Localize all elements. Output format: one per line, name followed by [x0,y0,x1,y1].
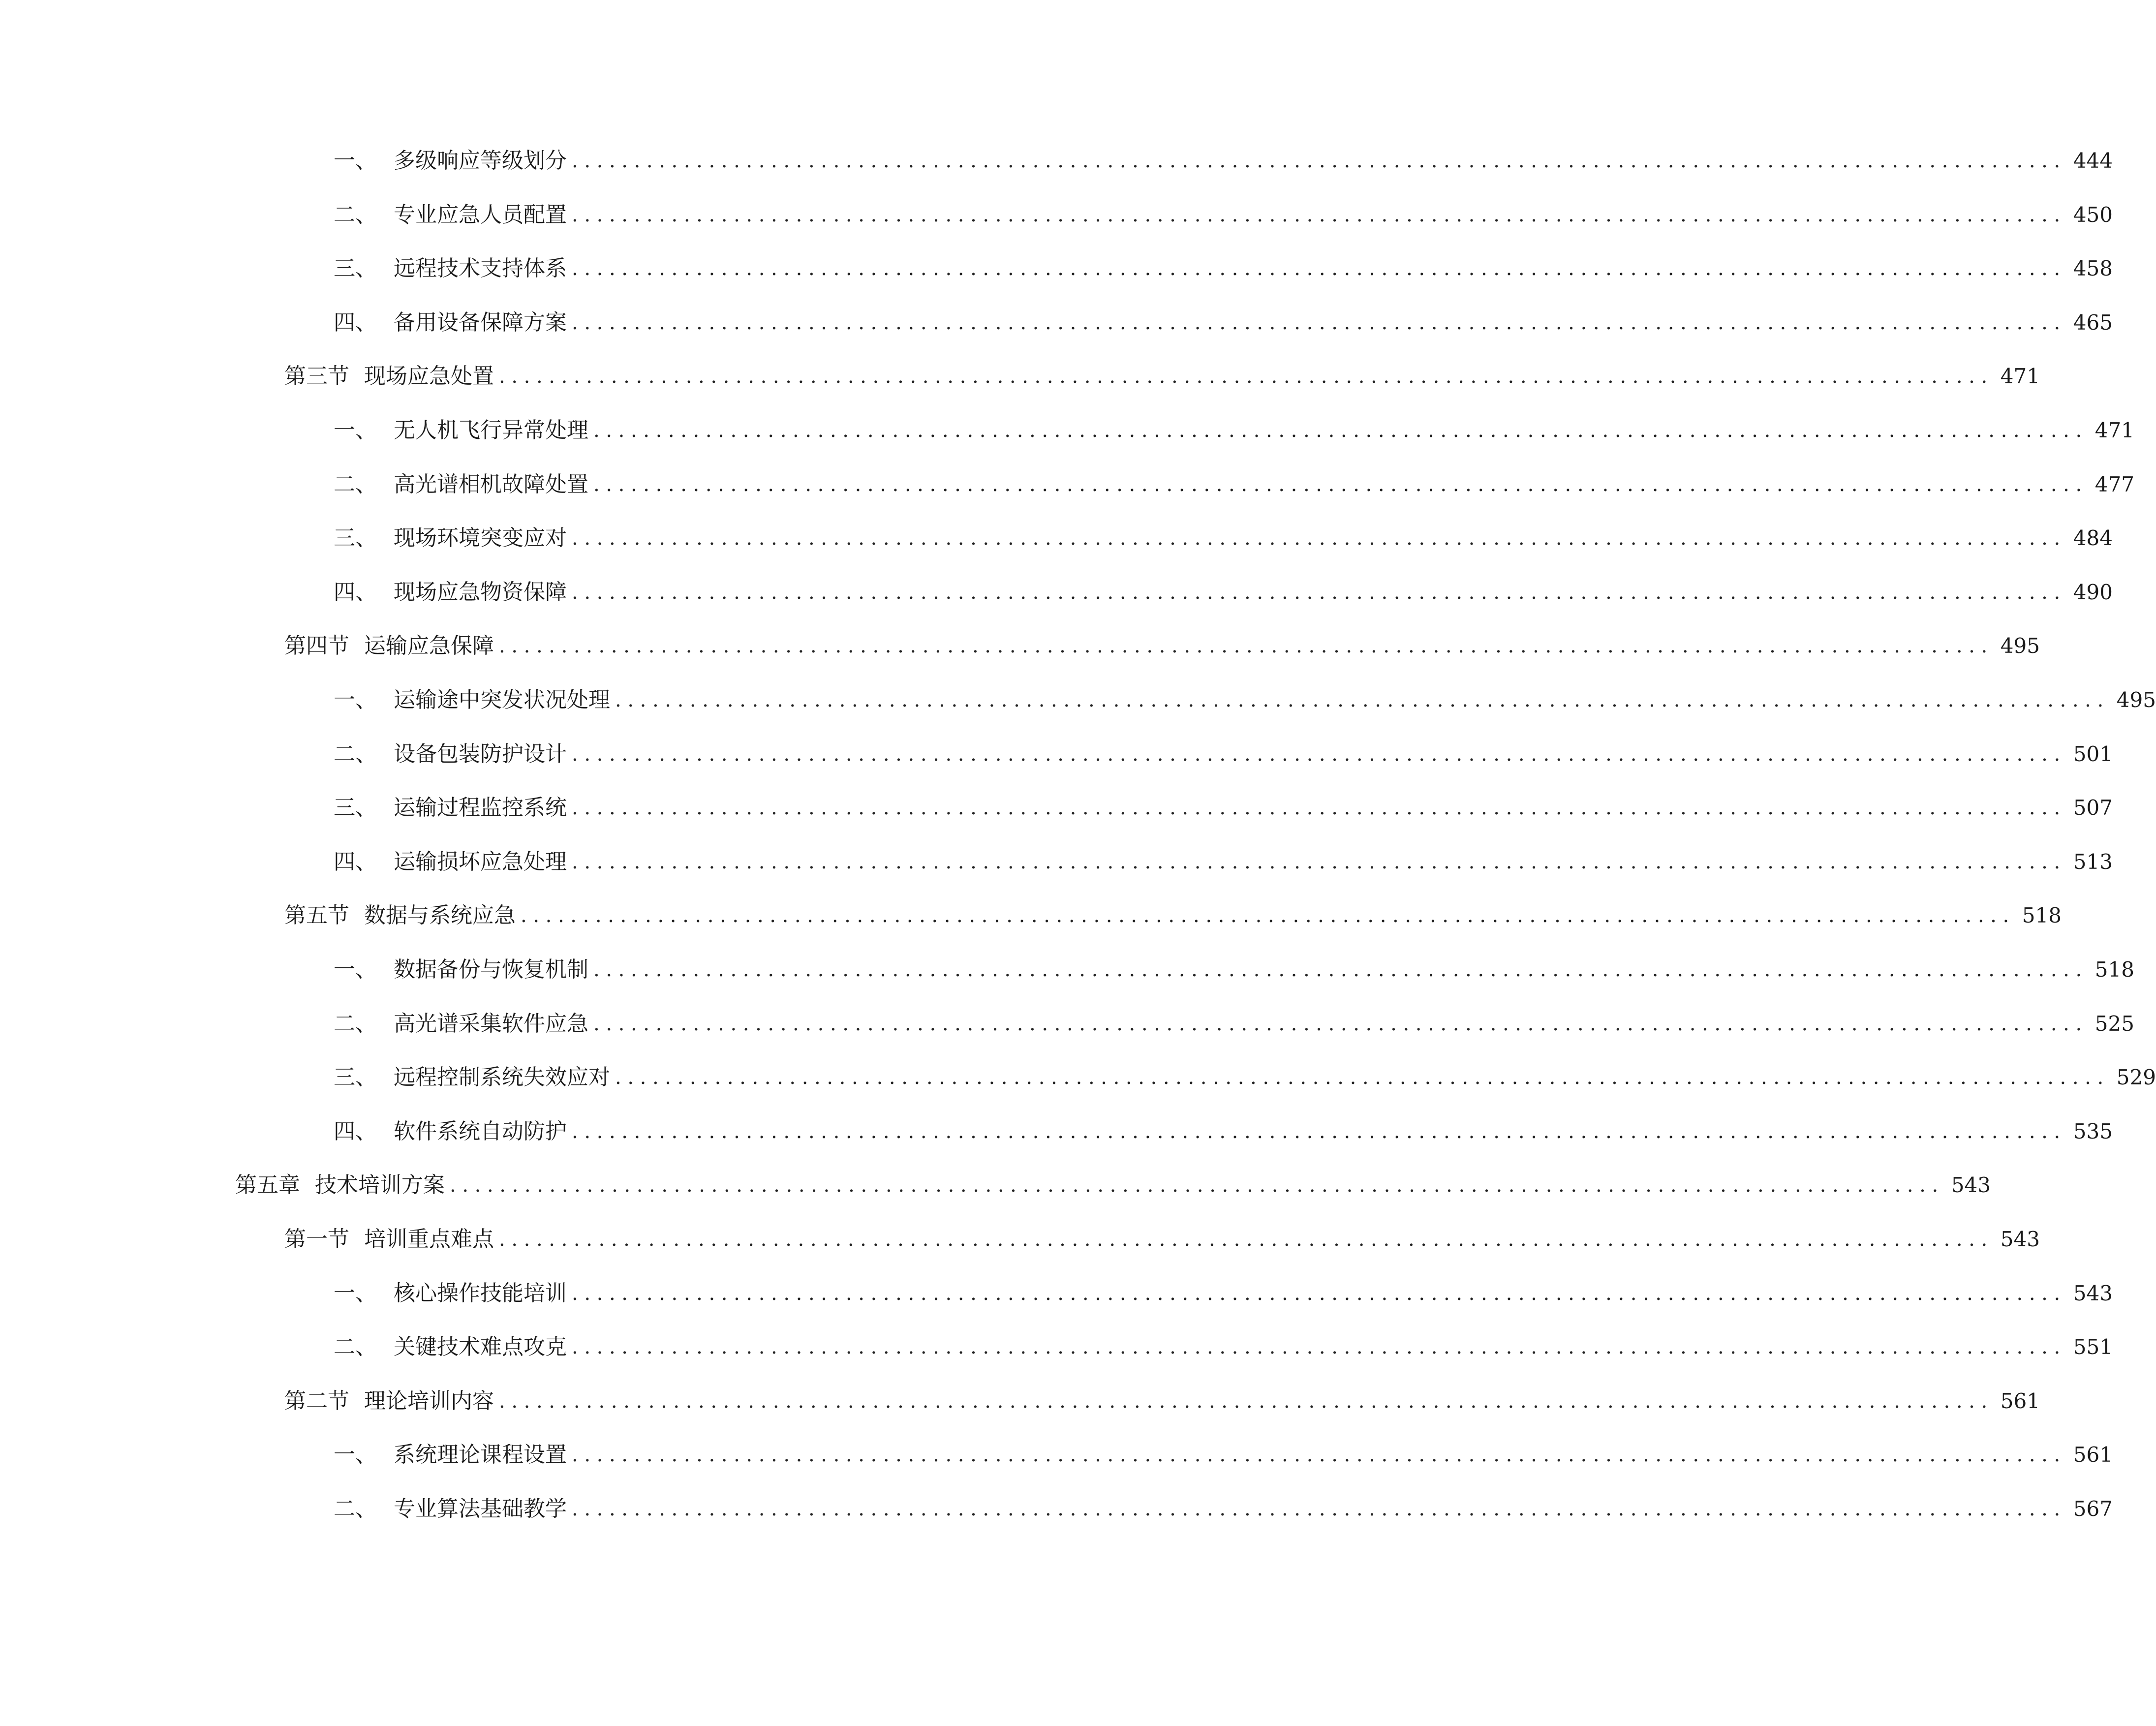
toc-entry-page-number: 495 [2116,688,2156,712]
toc-dot-leader: ........................................................................................................................ [572,527,2066,550]
toc-entry-page-number: 444 [2073,149,2113,173]
toc-entry-title: 运输损坏应急处理 [394,849,567,874]
toc-entry-title: 高光谱相机故障处置 [394,472,588,497]
toc-entry-title: 运输途中突发状况处理 [394,687,610,712]
toc-entry-number: 一、 [334,148,377,173]
toc-entry-page-number: 535 [2073,1119,2113,1143]
toc-entry-page-number: 518 [2022,903,2062,927]
toc-entry-title: 现场环境突变应对 [394,525,567,551]
toc-entry-page-number: 543 [2073,1281,2113,1305]
toc-entry-page-number: 525 [2094,1012,2134,1036]
toc-entry-title: 现场应急物资保障 [394,580,567,605]
toc-entry-number: 三、 [334,525,377,551]
toc-entry-title: 核心操作技能培训 [394,1281,567,1306]
toc-entry-item[interactable] [334,1438,2113,1472]
toc-dot-leader: ........................................................................................................................ [615,1066,2110,1089]
toc-entry-number: 二、 [334,1011,377,1036]
toc-entry-page-number: 518 [2094,957,2134,982]
toc-entry-number: 第四节 [284,633,349,658]
toc-entry-item[interactable] [334,791,2113,825]
toc-entry-item[interactable] [334,845,2113,879]
toc-entry-number: 四、 [334,849,377,874]
toc-entry-number: 一、 [334,418,377,443]
toc-entry-page-number: 471 [2000,364,2040,388]
toc-entry-title: 培训重点难点 [364,1227,494,1252]
toc-entry-title: 数据备份与恢复机制 [394,957,588,982]
toc-entry-item[interactable] [334,1060,2156,1095]
toc-entry-number: 四、 [334,580,377,605]
toc-dot-leader: ........................................................................................................................ [593,473,2088,496]
toc-dot-leader: ........................................................................................................................ [499,365,1994,388]
toc-entry-title: 技术培训方案 [315,1172,445,1198]
toc-entry-page-number: 495 [2000,634,2040,658]
toc-entry-title: 软件系统自动防护 [394,1119,567,1144]
toc-entry-section[interactable] [284,1384,2040,1418]
toc-entry-item[interactable] [334,1007,2134,1041]
toc-dot-leader: ........................................................................................................................ [593,1013,2088,1035]
toc-entry-title: 专业应急人员配置 [394,202,567,227]
toc-entry-number: 三、 [334,256,377,281]
toc-dot-leader: ........................................................................................................................ [499,635,1994,657]
toc-entry-item[interactable] [334,1492,2113,1526]
toc-entry-page-number: 543 [1951,1173,1991,1197]
toc-entry-item[interactable] [334,1114,2113,1149]
toc-entry-page-number: 458 [2073,256,2113,280]
toc-entry-page-number: 490 [2073,580,2113,604]
toc-entry-item[interactable] [334,575,2113,610]
toc-dot-leader: ........................................................................................................................ [572,1498,2066,1520]
toc-entry-number: 一、 [334,1442,377,1467]
toc-entry-item[interactable] [334,198,2113,232]
toc-entry-item[interactable] [334,521,2113,555]
toc-entry-number: 一、 [334,1281,377,1306]
toc-entry-page-number: 543 [2000,1227,2040,1251]
toc-entry-page-number: 471 [2094,418,2134,442]
toc-entry-number: 第二节 [284,1388,349,1414]
toc-entry-number: 第一节 [284,1227,349,1252]
toc-entry-number: 二、 [334,741,377,767]
toc-dot-leader: ........................................................................................................................ [572,1336,2066,1358]
toc-entry-page-number: 561 [2073,1443,2113,1467]
toc-entry-title: 理论培训内容 [364,1388,494,1414]
toc-entry-page-number: 477 [2094,472,2134,496]
toc-entry-title: 备用设备保障方案 [394,310,567,335]
toc-entry-chapter[interactable] [235,1168,1991,1202]
toc-entry-number: 二、 [334,1496,377,1521]
toc-entry-number: 三、 [334,1065,377,1090]
toc-entry-title: 远程控制系统失效应对 [394,1065,610,1090]
toc-entry-number: 第五节 [284,903,349,928]
toc-entry-section[interactable] [284,898,2062,933]
toc-entry-item[interactable] [334,413,2134,448]
toc-dot-leader: ........................................................................................................................ [450,1174,1944,1197]
toc-dot-leader: ........................................................................................................................ [572,1120,2066,1143]
toc-entry-section[interactable] [284,629,2040,663]
toc-entry-page-number: 501 [2073,742,2113,766]
toc-dot-leader: ........................................................................................................................ [572,150,2066,172]
toc-entry-item[interactable] [334,683,2156,717]
toc-entry-page-number: 507 [2073,796,2113,820]
toc-dot-leader: ........................................................................................................................ [499,1390,1994,1413]
toc-dot-leader: ........................................................................................................................ [572,257,2066,280]
toc-entry-page-number: 513 [2073,850,2113,874]
toc-entry-number: 一、 [334,957,377,982]
toc-entry-title: 关键技术难点攻克 [394,1334,567,1359]
toc-entry-page-number: 484 [2073,526,2113,550]
toc-entry-item[interactable] [334,1330,2113,1364]
toc-entry-item[interactable] [334,953,2134,987]
toc-dot-leader: ........................................................................................................................ [572,1282,2066,1305]
toc-entry-page-number: 465 [2073,310,2113,335]
toc-entry-title: 现场应急处置 [364,364,494,389]
toc-entry-title: 远程技术支持体系 [394,256,567,281]
toc-entry-number: 第三节 [284,364,349,389]
toc-entry-number: 三、 [334,795,377,820]
toc-entry-title: 运输应急保障 [364,633,494,658]
toc-dot-leader: ........................................................................................................................ [572,311,2066,334]
toc-entry-number: 第五章 [235,1172,300,1198]
toc-entry-title: 系统理论课程设置 [394,1442,567,1467]
toc-entry-title: 无人机飞行异常处理 [394,418,588,443]
toc-entry-number: 二、 [334,472,377,497]
toc-entry-item[interactable] [334,737,2113,771]
toc-dot-leader: ........................................................................................................................ [572,204,2066,226]
toc-entry-page-number: 551 [2073,1335,2113,1359]
toc-entry-title: 多级响应等级划分 [394,148,567,173]
toc-dot-leader: ........................................................................................................................ [572,797,2066,819]
toc-entry-title: 数据与系统应急 [364,903,516,928]
toc-entry-title: 高光谱采集软件应急 [394,1011,588,1036]
toc-entry-number: 一、 [334,687,377,712]
toc-entry-number: 二、 [334,1334,377,1359]
toc-entry-title: 运输过程监控系统 [394,795,567,820]
toc-entry-item[interactable] [334,251,2113,286]
toc-entry-section[interactable] [284,359,2040,394]
toc-dot-leader: ........................................................................................................................ [521,904,2015,927]
toc-entry-number: 四、 [334,310,377,335]
toc-entry-number: 四、 [334,1119,377,1144]
toc-entry-title: 设备包装防护设计 [394,741,567,767]
toc-dot-leader: ........................................................................................................................ [593,419,2088,442]
toc-dot-leader: ........................................................................................................................ [572,851,2066,873]
toc-dot-leader: ........................................................................................................................ [572,743,2066,766]
toc-entry-page-number: 529 [2116,1065,2156,1089]
toc-entry-title: 专业算法基础教学 [394,1496,567,1521]
toc-entry-page-number: 561 [2000,1389,2040,1413]
toc-entry-item[interactable] [334,1276,2113,1311]
toc-entry-section[interactable] [284,1222,2040,1257]
toc-dot-leader: ........................................................................................................................ [572,1444,2066,1466]
toc-dot-leader: ........................................................................................................................ [593,958,2088,981]
toc-dot-leader: ........................................................................................................................ [615,689,2110,711]
toc-entry-item[interactable] [334,144,2113,178]
toc-entry-item[interactable] [334,306,2113,340]
toc-entry-page-number: 450 [2073,203,2113,227]
toc-entry-number: 二、 [334,202,377,227]
toc-dot-leader: ........................................................................................................................ [499,1228,1994,1251]
toc-dot-leader: ........................................................................................................................ [572,581,2066,604]
toc-entry-item[interactable] [334,467,2134,502]
toc-entry-page-number: 567 [2073,1497,2113,1521]
